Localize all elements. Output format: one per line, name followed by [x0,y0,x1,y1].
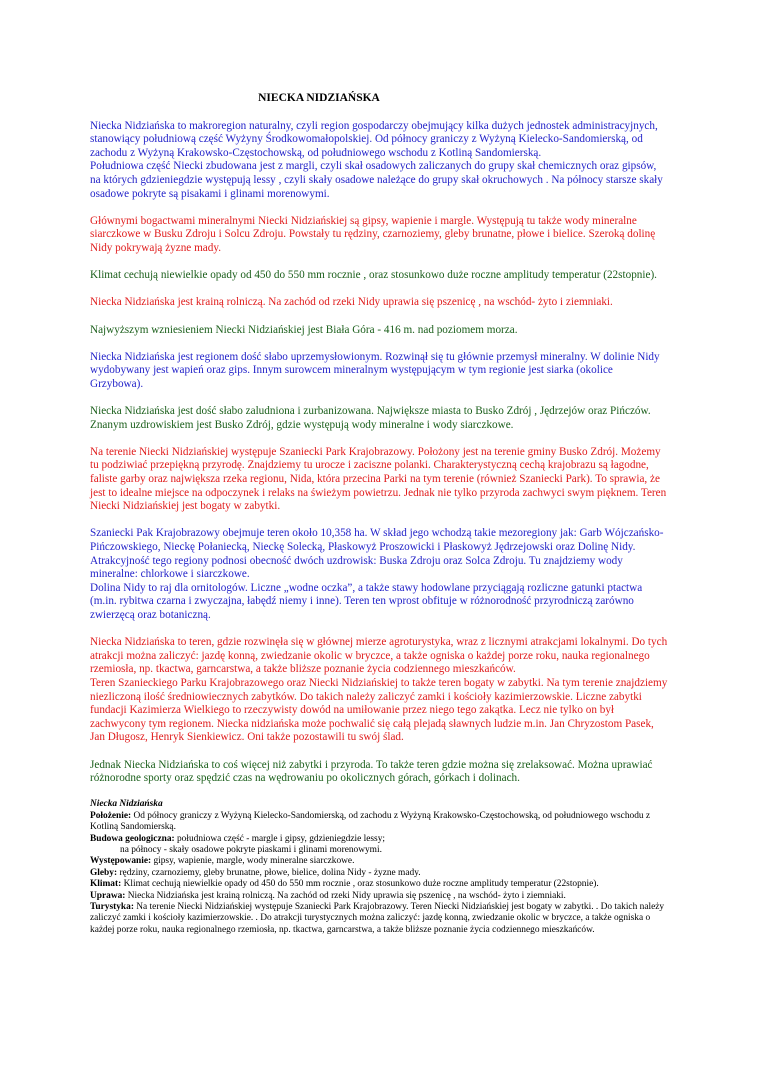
climate-text: Klimat cechują niewielkie opady od 450 do 550 mm rocznie , oraz stosunkowo duże roczne amplitudy temperatur (22stopnie). [90,269,657,282]
park-details-section [90,527,668,622]
intro-paragraph-geology: Południowa część Niecki zbudowana jest z margli, czyli skał osadowych zaliczanych do grupy skał chemicznych oraz gipsów, na których gdzieniegdzie występują lessy , czyli skały osadowe należące do grupy skał okruchowych . Na północy starsze skały osadowe pokryte są pisakami i glinami morenowymi. [90,160,663,200]
highest-peak-text: Najwyższym wzniesieniem Niecki Nidziańskiej jest Biała Góra - 416 m. nad poziomem morza. [90,323,518,336]
minerals-text: Głównymi bogactwami mineralnymi Niecki Nidziańskiej są gipsy, wapienie i margle. Występują tu także wody mineralne siarczkowe w Busku Zdroju i Solcu Zdroju. Powstały tu rędziny, czarnoziemy, gleby brunatne, płowe i bielice. Szeroką dolinę Nidy pokrywają żyzne mady. [90,214,656,254]
population-text: Niecka Nidziańska jest dość słabo zaludniona i zurbanizowana. Największe miasta to Busko Zdrój , Jędrzejów oraz Pińczów. Znanym uzdrowiskiem jest Busko Zdrój, gdzie występują wody mineralne i wody siarczkowe. [90,405,651,431]
landscape-park-paragraph [90,446,668,514]
summary-location-text: Od północy graniczy z Wyżyną Kielecko-Sandomierską, od zachodu z Wyżyną Krakowsko-Częstochowską, od południowego wschodu z Kotliną Sandomierską. [90,810,651,833]
industry-paragraph [90,351,668,392]
intro-section [90,120,668,202]
summary-geology-label: Budowa geologiczna: [90,833,175,844]
summary-soils [90,868,668,879]
recreation-text: Jednak Niecka Nidziańska to coś więcej niż zabytki i przyroda. To także teren gdzie można się zrelaksować. Można uprawiać różnorodne sporty oraz spędzić czas na wędrowaniu po okolicznych górach, górkach i dolinach. [90,758,653,785]
summary-location [90,811,668,834]
summary-occurrence-label: Występowanie: [90,856,152,867]
summary-crops-label: Uprawa: [90,890,126,901]
summary-soils-text: rędziny, czarnoziemy, gleby brunatne, płowe, bielice, dolina Nidy - żyzne mady. [117,867,421,878]
summary-section [90,799,668,936]
population-paragraph [90,405,668,432]
summary-soils-label: Gleby: [90,867,118,878]
ornithology-text: Dolina Nidy to raj dla ornitologów. Liczne „wodne oczka”, a także stawy hodowlane przyciągają rozliczne gatunki ptactwa (m.in. rybitwa czarna i zwyczajna, łabędź niemy i inne). Teren ten wprost obfituje w różnorodność przyrodniczą zarówno zwierzęcą oraz botaniczną. [90,581,643,621]
summary-geology [90,834,668,845]
summary-climate-text: Klimat cechują niewielkie opady od 450 do 550 mm rocznie , oraz stosunkowo duże roczne amplitudy temperatur (22stopnie). [121,879,599,890]
highest-peak-paragraph [90,324,668,338]
summary-occurrence [90,856,668,867]
summary-climate [90,879,668,890]
park-area-text: Szaniecki Pak Krajobrazowy obejmuje teren około 10,358 ha. W skład jego wchodzą takie mezoregiony jak: Garb Wójczańsko-Pińczowskiego, Nieckę Połaniecką, Nieckę Solecką, Płaskowyż Proszowicki i Płaskowyż Jędrzejowski oraz Dolinę Nidy. [90,527,664,553]
summary-tourism-text: Na terenie Niecki Nidziańskiej występuje Szaniecki Park Krajobrazowy. Teren Niecki Nidziańskiej jest bogaty w zabytki. . Do takich należy zaliczyć zamki i kościoły kazimierzowskie. . Do atrakcji turystycznych można zaliczyć: jazdę konną, zwiedzanie okolic w bryczce, a także ogniska o każdej porze roku, nauka regionalnego rzemiosła, np. tkactwa, garncarstwa, a także bliższe poznanie życia codziennego mieszkańców. [90,901,665,935]
agritourism-text: Niecka Nidziańska to teren, gdzie rozwinęła się w głównej mierze agroturystyka, wraz z licznymi atrakcjami lokalnymi. Do tych atrakcji można zaliczyć: jazdę konną, zwiedzanie okolic w bryczce, a także ogniska o każdej porze roku, nauka regionalnego rzemiosła, np. tkactwa, garncarstwa, a także bliższe poznanie życia codziennego mieszkańców. [90,636,668,676]
summary-crops-text: Niecka Nidziańska jest krainą rolniczą. Na zachód od rzeki Nidy uprawia się pszenicę , na wschód- żyto i ziemniaki. [125,890,566,901]
summary-tourism-label: Turystyka: [90,901,134,912]
summary-climate-label: Klimat: [90,879,122,890]
summary-tourism [90,902,668,936]
summary-location-label: Położenie: [90,810,132,821]
spa-text: Atrakcyjność tego regiony podnosi obecność dwóch uzdrowisk: Buska Zdroju oraz Solca Zdroju. Tu znajdziemy wody mineralne: chlorkowe i siarczkowe. [90,554,623,581]
summary-heading: Niecka Nidziańska [90,799,163,810]
summary-geology-text: południowa część - margle i gipsy, gdzieniegdzie lessy; [174,833,385,844]
summary-occurrence-text: gipsy, wapienie, margle, wody mineralne siarczkowe. [151,856,355,867]
agriculture-paragraph [90,296,668,310]
monuments-text: Teren Szanieckiego Parku Krajobrazowego oraz Niecki Nidziańskiej to także teren bogaty w zabytki. Na tym terenie znajdziemy niezliczoną ilość średniowiecznych zabytków. Do takich należy zaliczyć zamki i kościoły kazimierzowskie. Liczne zabytki fundacji Kazimierza Wielkiego to rzeczywisty dowód na umiłowanie przez niego tego zakątka. Lecz nie tylko on był zachwycony tym regionem. Niecka nidziańska może pochwalić się całą plejadą sławnych ludzie m.in. Jan Chryzostom Pasek, Jan Długosz, Henryk Sienkiewicz. Oni także pozostawili tu swój ślad. [90,676,668,744]
intro-paragraph-location: Niecka Nidziańska to makroregion naturalny, czyli region gospodarczy obejmujący kilka dużych jednostek administracyjnych, stanowiący południową część Wyżyny Środkowomałopolskiej. Od północy graniczy z Wyżyną Kielecko-Sandomierską, od zachodu z Wyżyną Krakowsko-Częstochowską, od południowego wschodu z Kotliną Sandomierską. [90,119,658,159]
agriculture-text: Niecka Nidziańska jest krainą rolniczą. Na zachód od rzeki Nidy uprawia się pszenicę , na wschód- żyto i ziemniaki. [90,296,613,309]
minerals-paragraph [90,215,668,256]
document-body [90,92,668,936]
climate-paragraph [90,269,668,283]
summary-geology-north: na północy - skały osadowe pokryte piaskami i glinami morenowymi. [120,844,382,855]
industry-text: Niecka Nidziańska jest regionem dość słabo uprzemysłowionym. Rozwinął się tu głównie przemysł mineralny. W dolinie Nidy wydobywany jest wapień oraz gips. Innym surowcem mineralnym występującym w tym regionie jest siarka (okolice Grzybowa). [90,350,660,390]
tourism-section [90,636,668,745]
landscape-park-text: Na terenie Niecki Nidziańskiej występuje Szaniecki Park Krajobrazowy. Położony jest na terenie gminy Busko Zdrój. Możemy tu podziwiać przepiękną przyrodę. Znajdziemy tu urocze i zaciszne polanki. Charakterystyczną cechą krajobrazu są łagodne, faliste garby oraz największa rzeka regionu, Nida, która przecina Parki na tym terenie (również Szaniecki Park). To sprawia, że jest to idealne miejsce na odpoczynek i relaks na świeżym powietrzu. Jednak nie tylko przyroda zachwyci swym pięknem. Teren Niecki Nidziańskiej jest bogaty w zabytki. [90,445,667,513]
page-title: NIECKA NIDZIAŃSKA [258,92,380,104]
summary-crops [90,891,668,902]
recreation-paragraph [90,759,668,786]
